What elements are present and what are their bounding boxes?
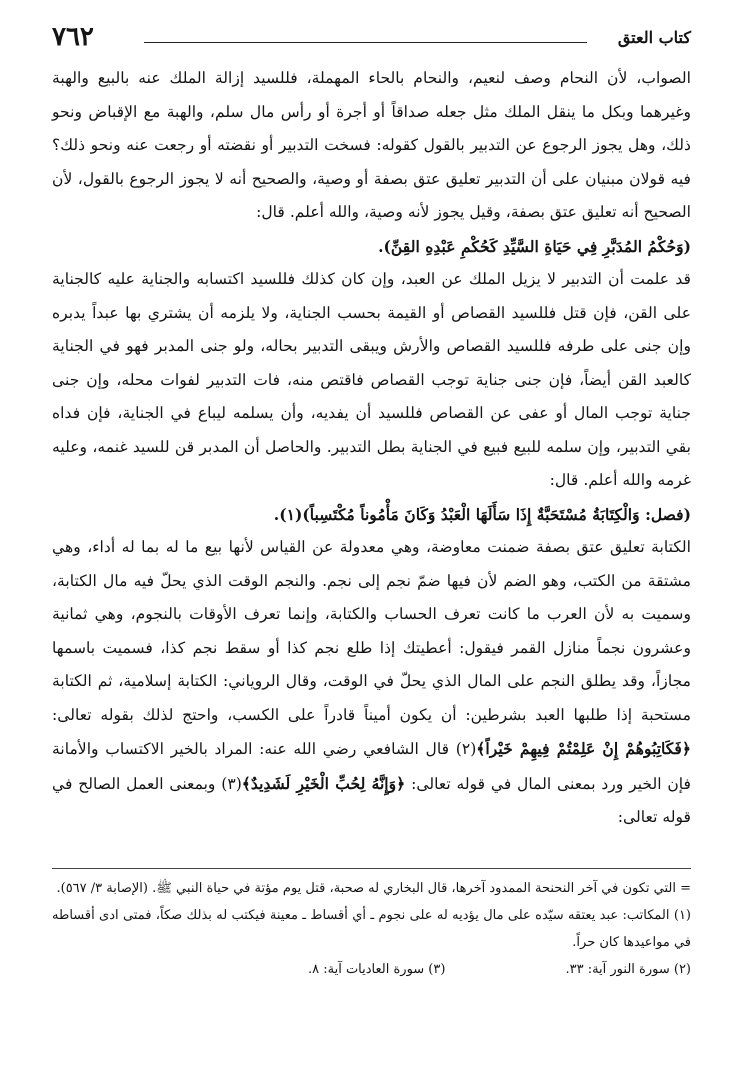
quran-verse: ﴿فَكَاتِبُوهُمْ إِنْ عَلِمْتُمْ فِيهِمْ خَيْراً﴾ [476, 739, 692, 758]
paragraph-text: (٣) وبمعنى العمل الصالح في قوله تعالى: [52, 774, 691, 826]
running-title: كتاب العتق [617, 28, 691, 47]
header-rule [144, 42, 587, 43]
footnote-continuation: = التي تكون في آخر النحنحة الممدود آخرها، قال البخاري له صحبة، قتل يوم مؤتة في حياة النبي ﷺ. (الإصابة ٣/ ٥٦٧). [56, 881, 691, 896]
footnote: (١) المكاتب: عبد يعتقه سيّده على مال يؤديه له على نجوم ـ أي أقساط ـ معينة فيكتب له بذلك صكاً، فمتى ادى أقساطه في مواعيدها كان حراً. [52, 908, 691, 950]
page-body [52, 62, 691, 835]
paragraph-text: (٢) قال الشافعي رضي الله عنه: المراد بالخير الاكتساب والأمانة فإن الخير ورد بمعنى المال في قوله تعالى: [52, 740, 691, 793]
quran-verse: ﴿وَإِنَّهُ لِحُبِّ الْخَيْرِ لَشَدِيدٌ﴾ [241, 773, 406, 793]
paragraph: قد علمت أن التدبير لا يزيل الملك عن العبد، وإن كان كذلك فللسيد اكتسابه والجناية عليه كالجناية على القن، فإن قتل فللسيد القصاص أو القيمة بحسب الجناية، ولا يلزمه أن يشتري بها عبداً يدبره وإن جنى على طرفه فللسيد القصاص والأرش ويبقى التدبير بحاله، ولو جنى المدبر فهو في الجناية كالعبد القن أيضاً، فإن جنى جناية توجب القصاص فاقتص منه، فات التدبير لفوات محله، وإن جنى جناية توجب المال أو عفى عن القصاص فللسيد أن يفديه، وأن يسلمه ليباع في الجناية، فإن فداه بقي التدبير، وإن سلمه للبيع فبيع في الجناية بطل التدبير. والحاصل أن المدبر قن للسيد غنمه، وعليه غرمه والله أعلم. قال: [52, 270, 691, 489]
matn-heading: (وَحُكْمُ المُدَبَّرِ فِي حَيَاةِ السَّيِّدِ كَحُكْمِ عَبْدِهِ القِنِّ). [378, 236, 691, 256]
footnote: (٣) سورة العاديات آية: ٨. [307, 962, 446, 977]
footnote: (٢) سورة النور آية: ٣٣. [565, 962, 691, 977]
footnote-row [52, 956, 691, 983]
paragraph: الصواب، لأن النحام وصف لنعيم، والنحام بالحاء المهملة، فللسيد إزالة الملك عنه بالبيع والهبة وغيرهما وبكل ما ينقل الملك مثل جعله صداقاً أو أجرة أو رأس مال سلم، والهبة مع الإقباض ونحو ذلك، وهل يجوز الرجوع عن التدبير بالقول كقوله: فسخت التدبير أو نقضته أو رجعت عنه ونحو ذلك؟ فيه قولان مبنيان على أن التدبير تعليق عتق بصفة أو وصية، والصحيح أنه لا يجوز الرجوع بالقول، لأن الصحيح أنه تعليق عتق بصفة، وقيل يجوز لأنه وصية، والله أعلم. قال: [52, 69, 691, 221]
footnotes [52, 868, 691, 983]
paragraph-text: الكتابة تعليق عتق بصفة ضمنت معاوضة، وهي معدولة عن القياس لأنها بيع ما له بما له أداء، وهي مشتقة من الكتب، وهو الضم لأن فيها ضمّ نجم إلى نجم. والنجم الوقت الذي يحلّ فيه مال الكتابة، وسميت به لأن العرب ما كانت تعرف الحساب والكتابة، وإنما تعرف الأوقات بالنجوم، وهي ثمانية وعشرون نجماً منازل القمر فيقول: أعطيتك إذا طلع نجم كذا أو سقط نجم كذا، فسميت باسمها مجازاً، وقد يطلق النجم على المال الذي يحلّ في الوقت، وقال الروياني: الكتابة إسلامية، ثم الكتابة مستحبة إذا طلبها العبد بشرطين: أن يكون أميناً قادراً على الكسب، واحتج لذلك بقوله تعالى: [52, 538, 691, 724]
section-heading: (فصل: وَالْكِتَابَةُ مُسْتَحَبَّةٌ إِذَا سَأَلَهَا الْعَبْدُ وَكَانَ مَأْمُوناً مُكْتَسِباً)(١). [273, 504, 691, 524]
page-header [52, 22, 691, 52]
page-number: ٧٦٢ [52, 22, 94, 52]
paragraph [52, 531, 691, 835]
